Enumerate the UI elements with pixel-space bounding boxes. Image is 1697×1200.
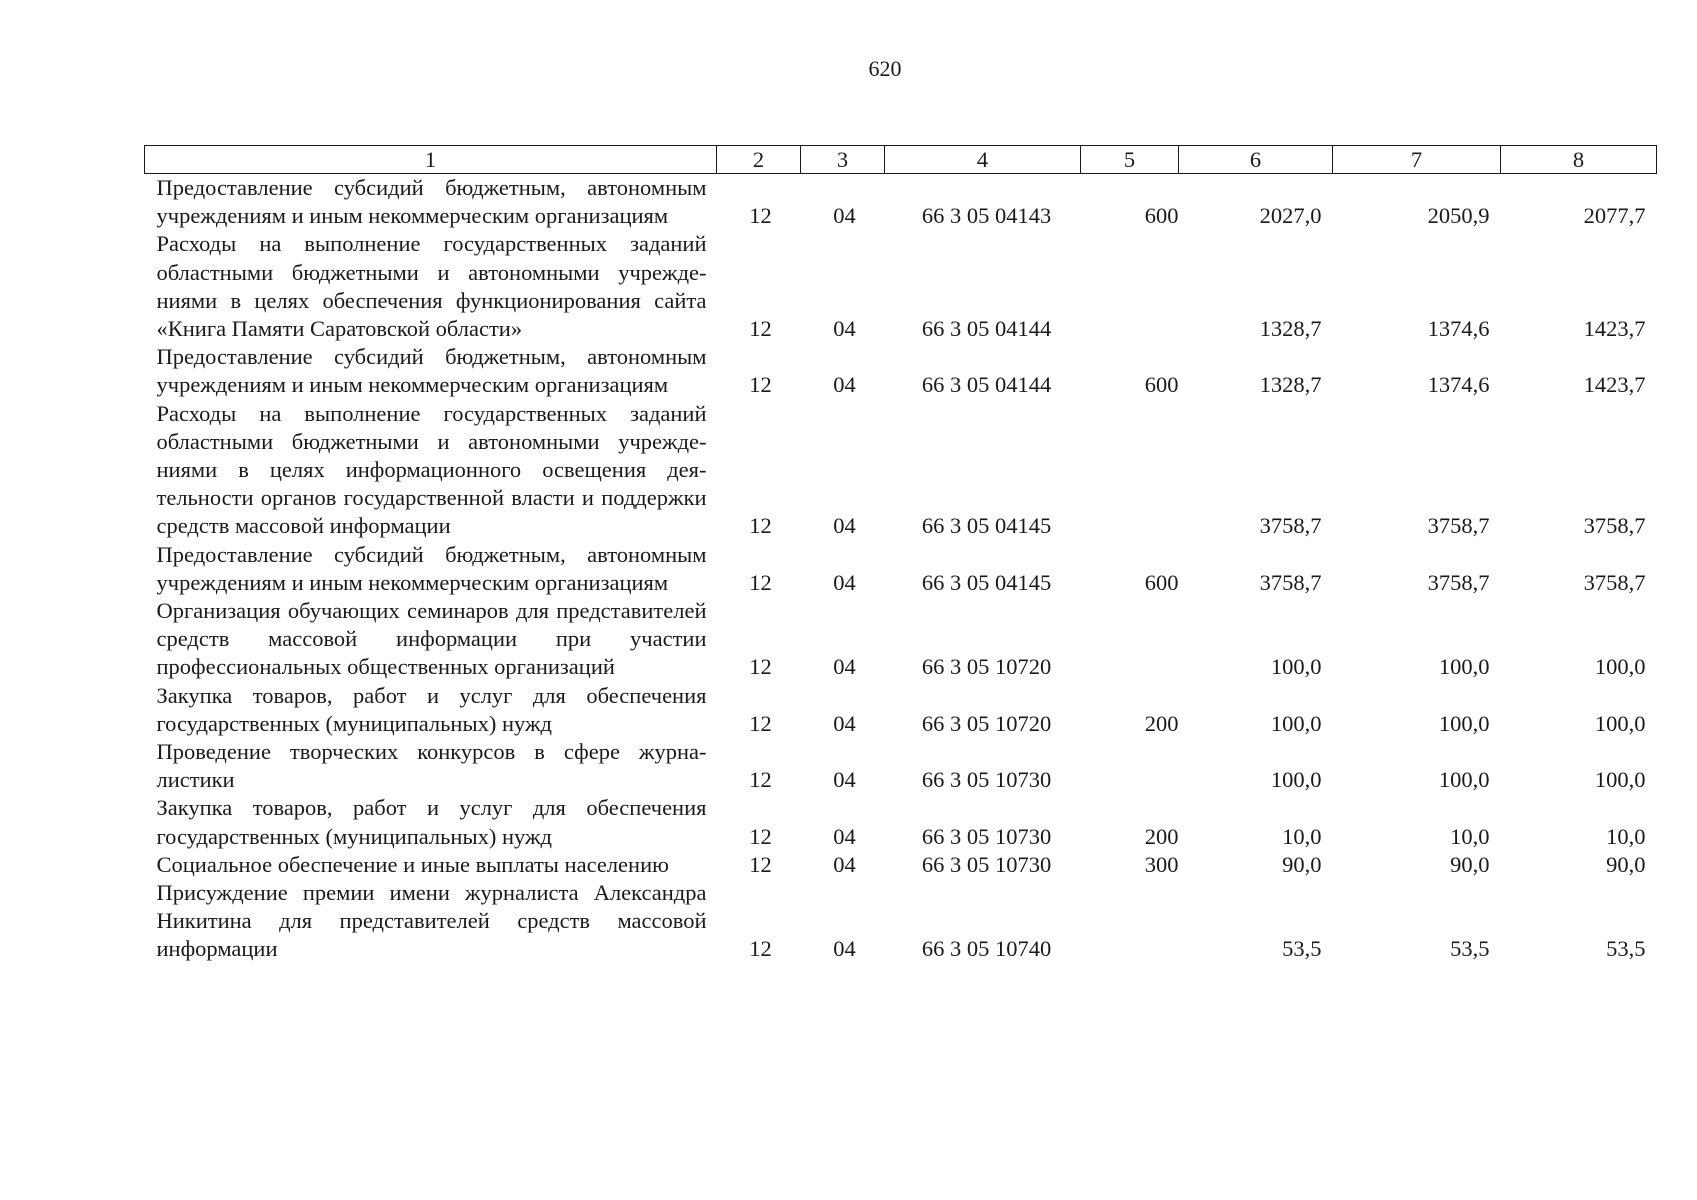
section-cell: 12 xyxy=(749,316,772,342)
amount-cell-col7: 1374,6 xyxy=(1427,316,1490,342)
expense-name-cell: Предоставление субсидий бюджетным, автономным учреждениям и иным некоммерческим организациям xyxy=(156,344,707,398)
expense-name-cell: Присуждение премии имени журналиста Александра Никитина для представителей средств массовой информации xyxy=(156,880,707,962)
amount-cell-col6: 100,0 xyxy=(1270,654,1322,680)
subsection-cell: 04 xyxy=(833,851,856,877)
table-row xyxy=(145,682,1657,738)
amount-cell-col8: 2077,7 xyxy=(1583,203,1646,229)
amount-cell-col8: 100,0 xyxy=(1594,710,1646,736)
expense-name-cell: Социальное обеспечение и иные выплаты населению xyxy=(156,851,669,877)
expense-type-cell: 200 xyxy=(1144,823,1179,849)
amount-cell-col8: 1423,7 xyxy=(1583,316,1646,342)
expense-name-cell: Закупка товаров, работ и услуг для обеспечения государственных (муниципальных) нужд xyxy=(156,682,707,736)
section-cell: 12 xyxy=(749,654,772,680)
amount-cell-col6: 90,0 xyxy=(1282,851,1322,877)
section-cell: 12 xyxy=(749,823,772,849)
subsection-cell: 04 xyxy=(833,569,856,595)
amount-cell-col8: 100,0 xyxy=(1594,767,1646,793)
expense-type-cell: 300 xyxy=(1144,851,1179,877)
table-header xyxy=(145,146,1657,174)
subsection-cell: 04 xyxy=(833,372,856,398)
expense-type-cell: 200 xyxy=(1144,710,1179,736)
amount-cell-col8: 90,0 xyxy=(1606,851,1646,877)
amount-cell-col8: 1423,7 xyxy=(1583,372,1646,398)
amount-cell-col7: 3758,7 xyxy=(1427,569,1490,595)
amount-cell-col7: 3758,7 xyxy=(1427,513,1490,539)
budget-table xyxy=(144,145,1657,964)
table-row xyxy=(145,597,1657,682)
amount-cell-col6: 1328,7 xyxy=(1259,316,1322,342)
column-header: 7 xyxy=(1333,146,1501,174)
amount-cell-col7: 2050,9 xyxy=(1427,203,1490,229)
amount-cell-col8: 53,5 xyxy=(1606,936,1646,962)
target-article-cell: 66 3 05 10720 xyxy=(921,654,1052,680)
target-article-cell: 66 3 05 10740 xyxy=(921,936,1052,962)
column-header: 8 xyxy=(1501,146,1657,174)
amount-cell-col6: 1328,7 xyxy=(1259,372,1322,398)
target-article-cell: 66 3 05 04144 xyxy=(921,372,1052,398)
amount-cell-col6: 100,0 xyxy=(1270,767,1322,793)
table-body xyxy=(145,174,1657,964)
target-article-cell: 66 3 05 04145 xyxy=(921,513,1052,539)
section-cell: 12 xyxy=(749,569,772,595)
table-row xyxy=(145,738,1657,794)
header-row xyxy=(145,146,1657,174)
subsection-cell: 04 xyxy=(833,823,856,849)
expense-name-cell: Расходы на выполнение государственных заданий областными бюджетными и автономными учреждениями в целях информационного освещения деятельности органов государственной власти и поддержки средств массовой информации xyxy=(156,400,707,539)
subsection-cell: 04 xyxy=(833,513,856,539)
amount-cell-col6: 3758,7 xyxy=(1259,569,1322,595)
target-article-cell: 66 3 05 10730 xyxy=(921,823,1052,849)
amount-cell-col8: 10,0 xyxy=(1606,823,1646,849)
page-number: 620 xyxy=(868,56,902,81)
expense-type-cell: 600 xyxy=(1144,569,1179,595)
section-cell: 12 xyxy=(749,710,772,736)
amount-cell-col8: 100,0 xyxy=(1594,654,1646,680)
expense-name-cell: Организация обучающих семинаров для представителей средств массовой информации при участии профессиональных общественных организаций xyxy=(156,598,707,680)
subsection-cell: 04 xyxy=(833,316,856,342)
amount-cell-col8: 3758,7 xyxy=(1583,569,1646,595)
section-cell: 12 xyxy=(749,203,772,229)
amount-cell-col7: 10,0 xyxy=(1450,823,1490,849)
section-cell: 12 xyxy=(749,851,772,877)
amount-cell-col6: 2027,0 xyxy=(1259,203,1322,229)
table-row xyxy=(145,400,1657,541)
target-article-cell: 66 3 05 10730 xyxy=(921,767,1052,793)
subsection-cell: 04 xyxy=(833,710,856,736)
section-cell: 12 xyxy=(749,936,772,962)
amount-cell-col7: 100,0 xyxy=(1438,710,1490,736)
expense-type-cell xyxy=(1081,230,1179,343)
expense-type-cell xyxy=(1081,400,1179,541)
amount-cell-col7: 53,5 xyxy=(1450,936,1490,962)
target-article-cell: 66 3 05 04144 xyxy=(921,316,1052,342)
target-article-cell: 66 3 05 10730 xyxy=(921,851,1052,877)
table-row xyxy=(145,174,1657,231)
amount-cell-col8: 3758,7 xyxy=(1583,513,1646,539)
amount-cell-col7: 1374,6 xyxy=(1427,372,1490,398)
subsection-cell: 04 xyxy=(833,654,856,680)
section-cell: 12 xyxy=(749,767,772,793)
expense-name-cell: Закупка товаров, работ и услуг для обеспечения государственных (муниципальных) нужд xyxy=(156,795,707,849)
table-row xyxy=(145,230,1657,343)
expense-name-cell: Предоставление субсидий бюджетным, автономным учреждениям и иным некоммерческим организациям xyxy=(156,541,707,595)
subsection-cell: 04 xyxy=(833,203,856,229)
subsection-cell: 04 xyxy=(833,767,856,793)
column-header: 5 xyxy=(1081,146,1179,174)
column-header: 6 xyxy=(1179,146,1333,174)
expense-type-cell xyxy=(1081,738,1179,794)
expense-name-cell: Предоставление субсидий бюджетным, автономным учреждениям и иным некоммерческим организациям xyxy=(156,175,707,229)
table-row xyxy=(145,851,1657,879)
expense-type-cell: 600 xyxy=(1144,372,1179,398)
amount-cell-col6: 10,0 xyxy=(1282,823,1322,849)
table-row xyxy=(145,794,1657,850)
amount-cell-col7: 100,0 xyxy=(1438,767,1490,793)
section-cell: 12 xyxy=(749,372,772,398)
table-row xyxy=(145,343,1657,399)
target-article-cell: 66 3 05 10720 xyxy=(921,710,1052,736)
expense-type-cell xyxy=(1081,597,1179,682)
amount-cell-col7: 90,0 xyxy=(1450,851,1490,877)
amount-cell-col7: 100,0 xyxy=(1438,654,1490,680)
expense-type-cell xyxy=(1081,879,1179,964)
column-header: 2 xyxy=(717,146,801,174)
subsection-cell: 04 xyxy=(833,936,856,962)
section-cell: 12 xyxy=(749,513,772,539)
column-header: 1 xyxy=(145,146,717,174)
table-row xyxy=(145,879,1657,964)
amount-cell-col6: 53,5 xyxy=(1282,936,1322,962)
expense-name-cell: Проведение творческих конкурсов в сфере журналистики xyxy=(156,739,707,793)
column-header: 3 xyxy=(801,146,885,174)
amount-cell-col6: 3758,7 xyxy=(1259,513,1322,539)
expense-name-cell: Расходы на выполнение государственных заданий областными бюджетными и автономными учреждениями в целях обеспечения функционирования сайта «Книга Памяти Саратовской области» xyxy=(156,231,707,342)
table-row xyxy=(145,541,1657,597)
amount-cell-col6: 100,0 xyxy=(1270,710,1322,736)
target-article-cell: 66 3 05 04143 xyxy=(921,203,1052,229)
expense-type-cell: 600 xyxy=(1144,203,1179,229)
column-header: 4 xyxy=(885,146,1081,174)
target-article-cell: 66 3 05 04145 xyxy=(921,569,1052,595)
